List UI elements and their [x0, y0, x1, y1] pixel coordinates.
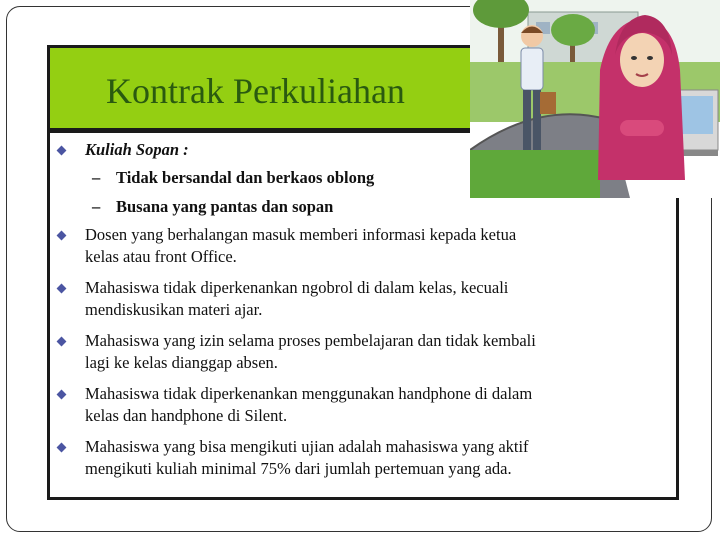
bullet-text-line: mengikuti kuliah minimal 75% dari jumlah pertemuan yang ada. [85, 459, 512, 478]
campus-students-illustration [470, 0, 720, 198]
sub-bullet-item [92, 196, 333, 218]
slide-title: Kontrak Perkuliahan [106, 71, 405, 111]
dash-icon: – [92, 197, 101, 216]
bullet-text-line: mendiskusikan materi ajar. [85, 300, 263, 319]
sub-bullet-text: Busana yang pantas dan sopan [116, 197, 334, 216]
dash-icon: – [92, 168, 101, 187]
bullet-text-line: Mahasiswa yang bisa mengikuti ujian adalah mahasiswa yang aktif [85, 437, 529, 456]
bullet-text-line: Mahasiswa yang izin selama proses pembelajaran dan tidak kembali [85, 331, 536, 350]
bullet-text-line: Mahasiswa tidak diperkenankan ngobrol di dalam kelas, kecuali [85, 278, 509, 297]
bullet-text-line: lagi ke kelas dianggap absen. [85, 353, 278, 372]
bullet-text-line: Dosen yang berhalangan masuk memberi informasi kepada ketua [85, 225, 517, 244]
bullet-label: Kuliah Sopan : [85, 140, 189, 159]
bullet-text-line: kelas atau front Office. [85, 247, 237, 266]
bullet-text-line: Mahasiswa tidak diperkenankan menggunakan handphone di dalam [85, 384, 533, 403]
sub-bullet-text: Tidak bersandal dan berkaos oblong [116, 168, 375, 187]
sub-bullet-item [92, 167, 374, 189]
bullet-text-line: kelas dan handphone di Silent. [85, 406, 288, 425]
